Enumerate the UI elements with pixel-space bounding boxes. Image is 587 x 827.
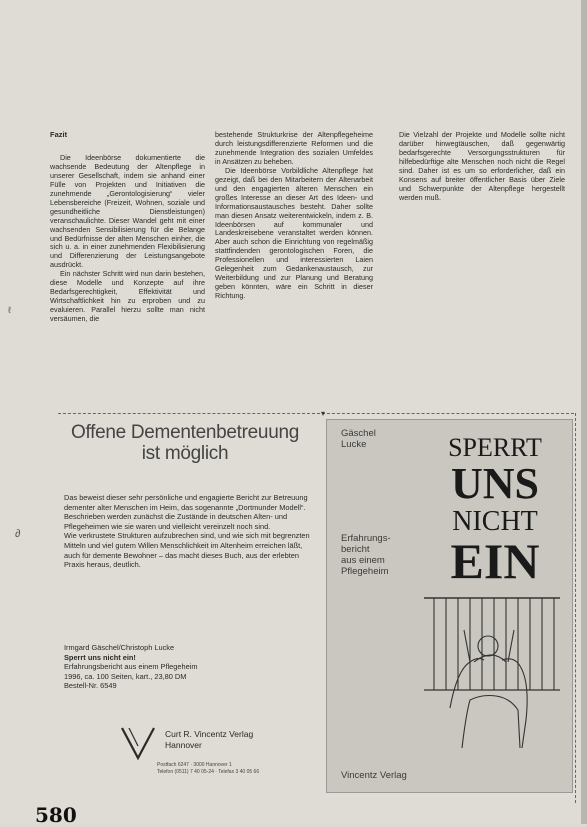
cover-authors: Gäschel Lucke (341, 428, 376, 450)
ad-paragraph: Das beweist dieser sehr persönliche und engagierte Bericht zur Betreuung dementer alter Menschen im Heim, das sogenannte „Dortmunder Modell“. (64, 493, 308, 512)
paragraph: bestehende Strukturkrise der Altenpflegeheime durch leistungsdifferenzierte Reformen und die zunehmende Integration des sozialen Umfeldes in Ansätzen zu beheben. (215, 130, 373, 166)
page-edge-shadow (581, 0, 587, 824)
cut-line-vertical (575, 413, 576, 803)
margin-mark: ℓ (8, 305, 11, 315)
paragraph: Die Ideenbörse dokumentierte die wachsende Bedeutung der Altenpflege in unserer Gesellschaft, indem sie anhand einer Fülle von Projekten und Initiativen die zunehmende „Gerontologisierung“ vieler Lebensbereiche (Freizeit, Wohnen, soziale und gesundheitliche Dienstleistungen) veranschaulichte. Dieser Wandel geht mit einer wachsenden Sensibilisierung für die Belange und Bedürfnisse der alten Menschen einher, die sich u. a. in einer zunehmenden Flexibilisierung und Differenzierung der Leistungsangebote ausdrückt. (50, 152, 205, 270)
section-heading: Fazit (50, 130, 68, 139)
publisher-logo-icon (120, 725, 158, 761)
article-column-1 (50, 131, 205, 324)
publisher-name: Curt R. Vincentz Verlag Hannover (165, 729, 254, 750)
margin-mark: ∂ (15, 528, 21, 540)
book-title: Sperrt uns nicht ein! (64, 652, 136, 662)
cover-title-word: EIN (450, 533, 540, 580)
cut-mark: ▾ (321, 409, 326, 418)
ad-title: Offene Dementenbetreuung ist möglich (70, 422, 299, 464)
article-column-3 (399, 131, 565, 203)
publisher-address: Postfach 6247 · 3000 Hannover 1 Telefon (0511) 7 40 05-24 · Telefax 3 40 05 66 (157, 762, 260, 775)
cover-illustration (422, 590, 562, 750)
cover-title-word: UNS (450, 459, 540, 508)
ad-description (64, 493, 310, 570)
book-details (64, 643, 310, 691)
article-column-2 (215, 131, 373, 301)
book-authors: Irmgard Gäschel/Christoph Lucke (64, 643, 175, 652)
ad-paragraph: Wie verkrustete Strukturen aufzubrechen sind, und wie sich mit begrenzten Mitteln und viel gutem Willen Menschlichkeit im Altenheim erreichen läßt, auch für demente Bewohner – das macht dieses Buch, aus der erlebten Praxis heraus, deutlich. (64, 531, 310, 570)
cover-subtitle: Erfahrungs- bericht aus einem Pflegeheim (341, 533, 391, 577)
paragraph: Ein nächster Schritt wird nun darin bestehen, diese Modelle und Konzepte auf ihre Bedarfsgerechtigkeit, Effektivität und Wirtschaftlichkeit hin zu erproben und zu evaluieren. Parallel hierzu sollte man nicht versäumen, die (50, 269, 205, 324)
page-number: 580 (35, 803, 77, 827)
book-cover (326, 419, 573, 793)
cover-publisher: Vincentz Verlag (341, 770, 407, 781)
paragraph: Die Vielzahl der Projekte und Modelle sollte nicht darüber hinwegtäuschen, daß gegenwärtig bedarfsgerechte Versorgungsstrukturen für hilfebedürftige alte Menschen noch nicht die Regel sind. Daher ist es um so erforderlicher, daß ein Konsens auf breiter öffentlicher Basis über Ziele und Schwerpunkte der Altenpflege hergestellt werden muß. (399, 130, 565, 202)
book-price: 1996, ca. 100 Seiten, kart., 23,80 DM (64, 671, 187, 681)
book-order-number: Bestell-Nr. 6549 (64, 681, 117, 691)
ad-paragraph: Beschrieben werden zunächst die Zustände in deutschen Alten- und Pflegeheimen wie sie waren und vielleicht vereinzelt noch sind. (64, 512, 288, 531)
cover-title-word: SPERRT (448, 433, 542, 462)
cut-line-horizontal (58, 413, 574, 414)
cover-title-word: NICHT (452, 506, 538, 537)
paragraph: Die Ideenbörse Vorbildliche Altenpflege hat gezeigt, daß bei den Mitarbeitern der Altenarbeit und den engagierten älteren Menschen ein großes Interesse an dieser Art des Ideen- und Informationsaustausches besteht. Daher sollte man diesen Ansatz weiterentwickeln, indem z. B. Ideenbörsen auf kommunaler und Landeskreisebene veranstaltet werden können. Aber auch schon die Einrichtung von regelmäßig stattfindenden gerontologischen Foren, die Professionellen und interessierten Laien Gelegenheit zum Gedankenaustausch, zur Weiterbildung und zur Planung und Beratung geben könnten, wäre ein Schritt in dieser Richtung. (215, 165, 373, 301)
book-subtitle: Erfahrungsbericht aus einem Pflegeheim (64, 662, 198, 672)
cover-title (423, 428, 567, 580)
